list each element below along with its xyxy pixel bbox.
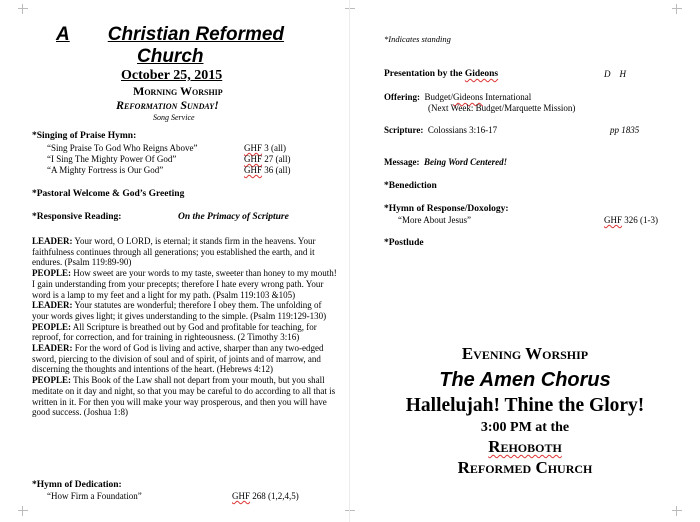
doxology-heading: *Hymn of Response/Doxology: [384,204,509,214]
postlude: *Postlude [384,238,424,248]
dedication-hymn-title: “How Firm a Foundation” [47,491,142,501]
gideons-label: Presentation by the [384,69,465,79]
page-fold-line [349,0,350,522]
ghf-label: GHF [244,154,263,164]
reading-text: Your word, O LORD, is eternal; it stands firm in the heavens. Your faithfulness continues through all generations; you established the earth, and it endures. (Psalm 119:89-90) [32,236,316,268]
gideons-name: Gideons [464,69,499,79]
hymn-number-2 [244,154,291,164]
service-name: Morning Worship [133,84,223,98]
crop-mark-bottom-left [18,506,28,516]
scripture-label: Scripture: [384,125,424,135]
service-date: October 25, 2015 [121,68,223,83]
hymn-number-3 [244,165,291,175]
reading-4 [32,322,340,343]
crop-mark-bottom-right [672,506,682,516]
ghf-label: GHF [244,143,263,153]
hymn-num: 27 (all) [264,154,291,164]
ghf-label: GHF [604,215,623,225]
crop-mark-top-center [345,4,355,14]
evening-time: 3:00 PM at the [480,420,570,435]
offering-line-2: (Next Week: Budget/Marquette Mission) [428,103,576,113]
responsive-reading-title: On the Primacy of Scripture [178,212,289,222]
ghf-label: GHF [232,491,251,501]
evening-church-name-1 [365,437,685,457]
hymn-num: 326 (1-3) [624,215,659,225]
reading-speaker: PEOPLE: [32,268,72,279]
reading-speaker: PEOPLE: [32,375,72,386]
ghf-label: GHF [244,165,263,175]
reading-text: All Scripture is breathed out by God and profitable for teaching, for reproof, for correction, and for training in righteousness. (2 Timothy 3:16) [32,321,317,343]
doxology-hymn-number [604,215,658,225]
hymn-title-1: “Sing Praise To God Who Reigns Above” [47,143,198,153]
hymn-number-1 [244,143,286,153]
offering-line-1 [384,92,531,102]
hymn-num: 3 (all) [264,143,287,153]
song-service-label: Song Service [153,113,195,122]
scripture-reference: Colossians 3:16-17 [427,125,498,135]
message-line [384,157,507,167]
offering-label: Offering: [384,92,420,102]
offering-international: International [483,92,532,102]
singing-heading: *Singing of Praise Hymn: [32,131,137,141]
responsive-reading-text [32,236,340,418]
reading-text: Your statutes are wonderful; therefore I obey them. The unfolding of your words gives light; it gives understanding to the simple. (Psalm 119:129-130) [32,300,327,321]
title-christian-reformed: Christian Reformed [107,24,285,45]
hymn-title-3: “A Mighty Fortress is Our God” [47,165,164,175]
dedication-hymn-number [232,491,299,501]
reading-6 [32,375,340,418]
message-title: Being Word Centered! [424,157,508,167]
crop-mark-top-right [672,4,682,14]
dedication-heading: *Hymn of Dedication: [32,480,122,490]
scripture-page: pp 1835 [610,125,640,135]
church-rehoboth: Rehoboth [488,437,562,456]
offering-budget: Budget/ [424,92,453,102]
evening-song: Hallelujah! Thine the Glory! [405,395,645,416]
crop-mark-bottom-center [345,506,355,516]
evening-program: The Amen Chorus [439,369,611,391]
benediction: *Benediction [384,181,437,191]
hymn-num: 36 (all) [264,165,291,175]
standing-note: *Indicates standing [384,34,451,44]
title-a: A [56,24,70,45]
gideons-presentation [384,69,498,79]
reading-1 [32,236,340,268]
greeting-heading: *Pastoral Welcome & God’s Greeting [32,189,185,199]
title-church: Church [137,46,204,67]
offering-gideons: Gideons [453,92,483,102]
reading-speaker: LEADER: [32,236,73,246]
reading-5 [32,343,340,375]
reading-speaker: LEADER: [32,343,73,354]
reading-text: For the word of God is living and active, sharper than any two-edged sword, piercing to the division of soul and of spirit, of joints and of marrow, and discerning the thoughts and intentions of the heart. (Hebrews 4:12) [32,343,324,375]
reading-3 [32,300,340,321]
reading-speaker: PEOPLE: [32,321,72,332]
hymn-num: 268 (1,2,4,5) [252,491,299,501]
reading-text: How sweet are your words to my taste, sweeter than honey to my mouth! I gain understanding from your precepts; therefore I hate every wrong path. Your word is a lamp to my feet and a light for my path. (Psalm 119:103 &105) [32,268,337,300]
gideons-initials: D H [604,69,626,79]
title-line-1 [56,24,284,46]
reading-text: This Book of the Law shall not depart from your mouth, but you shall meditate on it day and night, so that you may be careful to do according to all that is written in it. For then you will make your way prosperous, and then you will have good success. (Joshua 1:8) [32,375,336,418]
doxology-hymn-title: “More About Jesus” [398,215,471,225]
evening-church-name-2: Reformed Church [457,458,593,477]
evening-service-title: Evening Worship [461,344,589,363]
reading-2 [32,268,340,300]
service-theme: Reformation Sunday! [116,98,219,112]
scripture-line [384,125,497,135]
reading-speaker: LEADER: [32,300,73,311]
crop-mark-top-left [18,4,28,14]
responsive-reading-label: *Responsive Reading: [32,212,122,222]
message-label: Message: [384,157,420,167]
hymn-title-2: “I Sing The Mighty Power Of God” [47,154,177,164]
